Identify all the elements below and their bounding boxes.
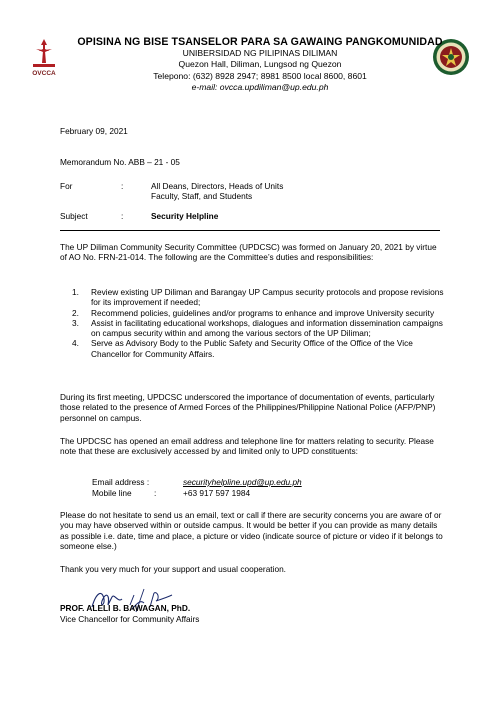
- paragraph-helpline-intro: The UPDCSC has opened an email address and telephone line for matters relating to security. Please note that these are exclusively accessed by and limited only to UPD constituents:: [60, 436, 434, 457]
- list-number: 2.: [72, 307, 79, 318]
- office-email[interactable]: ovcca.updiliman@up.edu.ph: [219, 82, 329, 92]
- for-colon: :: [121, 181, 124, 191]
- contact-email-label: Email address :: [92, 477, 150, 487]
- office-phone: Telepono: (632) 8928 2947; 8981 8500 local 8600, 8601: [153, 71, 367, 81]
- for-recipients-line1: All Deans, Directors, Heads of Units: [151, 181, 284, 191]
- memo-number: Memorandum No. ABB – 21 - 05: [60, 157, 180, 167]
- list-item: [72, 338, 444, 359]
- divider: [60, 230, 440, 231]
- university-name: UNIBERSIDAD NG PILIPINAS DILIMAN: [182, 48, 338, 58]
- contact-mobile-label: Mobile line: [92, 488, 132, 498]
- paragraph-contact-request: Please do not hesitate to send us an email, text or call if there are security concerns you are aware of or you may have observed within or outside campus. It would be better if you can provide as many details as possible i.e. date, time and place, a picture or video (indicate source of picture or video if it belongs to someone else.): [60, 510, 443, 551]
- duties-list: [72, 287, 444, 359]
- paragraph-first-meeting: During its first meeting, UPDCSC underscored the importance of documentation of events, particularly those related to the presence of Armed Forces of the Philippines/Philippine National Police (AFP/PNP) personnel on campus.: [60, 392, 436, 423]
- contact-mobile-colon: :: [154, 488, 157, 498]
- list-number: 3.: [72, 317, 79, 328]
- list-number: 1.: [72, 287, 79, 297]
- for-recipients-line2: Faculty, Staff, and Students: [151, 191, 253, 201]
- subject-label: Subject: [60, 211, 88, 221]
- svg-text:OVCCA: OVCCA: [32, 70, 56, 77]
- list-text: Assist in facilitating educational workshops, dialogues and information dissemination campaigns on campus security within and among the various sectors of the UP Diliman;: [91, 317, 443, 339]
- email-label: e-mail:: [191, 82, 218, 92]
- office-title: OPISINA NG BISE TSANSELOR PARA SA GAWAING PANGKOMUNIDAD: [77, 36, 443, 48]
- intro-paragraph: The UP Diliman Community Security Committee (UPDCSC) was formed on January 20, 2021 by virtue of AO No. FRN-21-014. The following are the Committee’s duties and responsibilities:: [60, 242, 437, 263]
- subject-text: Security Helpline: [151, 211, 219, 221]
- list-text: Recommend policies, guidelines and/or programs to enhance and improve University security: [91, 307, 435, 318]
- signatory-title: Vice Chancellor for Community Affairs: [60, 614, 200, 624]
- memo-date: February 09, 2021: [60, 126, 128, 136]
- list-item: [72, 308, 444, 318]
- signatory-name: PROF. ALELI B. BAWAGAN, PhD.: [60, 603, 191, 613]
- list-text: Review existing UP Diliman and Barangay UP Campus security protocols and propose revisions for its improvement if needed;: [91, 287, 444, 308]
- list-item: [72, 287, 444, 308]
- office-email-line: [60, 82, 460, 92]
- list-text: Serve as Advisory Body to the Public Safety and Security Office of the Office of the Vice Chancellor for Community Affairs.: [91, 338, 413, 359]
- list-number: 4.: [72, 338, 79, 349]
- subject-colon: :: [121, 211, 124, 221]
- list-item: [72, 318, 444, 339]
- ovcca-logo: [30, 37, 58, 79]
- office-address: Quezon Hall, Diliman, Lungsod ng Quezon: [178, 59, 342, 69]
- closing-paragraph: Thank you very much for your support and usual cooperation.: [60, 564, 286, 574]
- helpline-mobile-number: +63 917 597 1984: [183, 488, 251, 498]
- for-label: For: [60, 181, 73, 191]
- helpline-email-link[interactable]: securityhelpline.upd@up.edu.ph: [183, 477, 302, 487]
